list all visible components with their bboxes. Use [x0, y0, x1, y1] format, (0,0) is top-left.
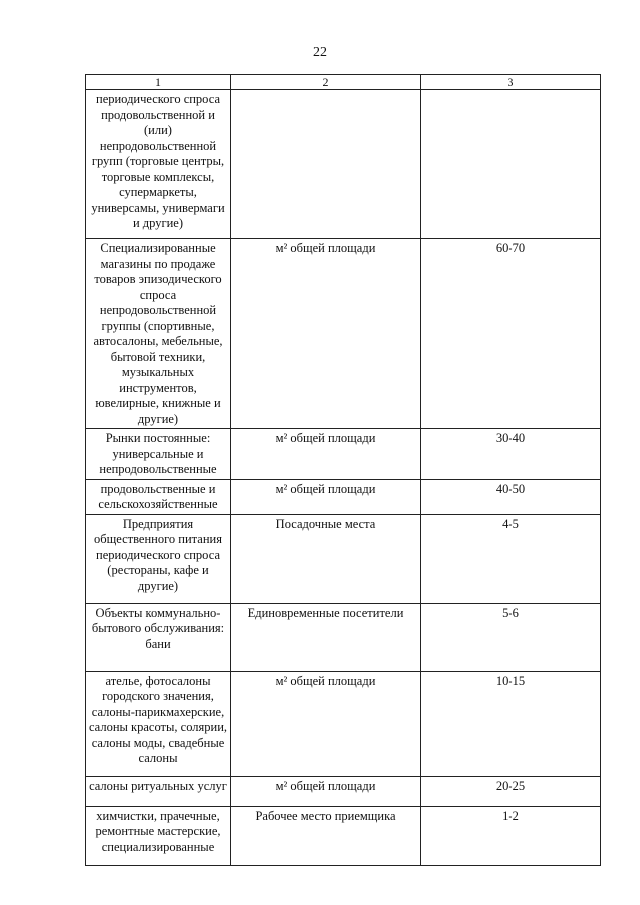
column-header-1: 1 [86, 75, 231, 90]
header-row [86, 75, 601, 90]
table-row [86, 429, 601, 480]
object-type-cell: ателье, фотосалоны городского значения, салоны-парикмахерские, салоны красоты, солярии, салоны моды, свадебные салоны [86, 671, 231, 776]
norm-cell: 10-15 [421, 671, 601, 776]
norm-cell: 1-2 [421, 806, 601, 865]
unit-cell [231, 90, 421, 239]
object-type-cell: продовольственные и сельскохозяйственные [86, 479, 231, 514]
norm-cell: 30-40 [421, 429, 601, 480]
table-row [86, 671, 601, 776]
object-type-cell: салоны ритуальных услуг [86, 776, 231, 806]
object-type-cell: химчистки, прачечные, ремонтные мастерские, специализированные [86, 806, 231, 865]
unit-cell: Рабочее место приемщика [231, 806, 421, 865]
unit-cell: м² общей площади [231, 776, 421, 806]
object-type-cell: периодического спроса продовольственной и (или) непродовольственной групп (торговые центры, торговые комплексы, супермаркеты, универсамы, универмаги и другие) [86, 90, 231, 239]
unit-cell: м² общей площади [231, 429, 421, 480]
table-row [86, 806, 601, 865]
object-type-cell: Специализированные магазины по продаже товаров эпизодического спроса непродовольственной группы (спортивные, автосалоны, мебельные, бытовой техники, музыкальных инструментов, ювелирные, книжные и другие) [86, 239, 231, 429]
unit-cell: м² общей площади [231, 479, 421, 514]
unit-cell: м² общей площади [231, 671, 421, 776]
unit-cell: Посадочные места [231, 514, 421, 603]
table-row [86, 479, 601, 514]
standards-table [85, 74, 601, 866]
table-row [86, 514, 601, 603]
object-type-cell: Предприятия общественного питания периодического спроса (рестораны, кафе и другие) [86, 514, 231, 603]
table-row [86, 776, 601, 806]
norm-cell [421, 90, 601, 239]
unit-cell: м² общей площади [231, 239, 421, 429]
table-row [86, 603, 601, 671]
object-type-cell: Объекты коммунально-бытового обслуживания: бани [86, 603, 231, 671]
table-row [86, 239, 601, 429]
norm-cell: 4-5 [421, 514, 601, 603]
column-header-3: 3 [421, 75, 601, 90]
table-row [86, 90, 601, 239]
column-header-2: 2 [231, 75, 421, 90]
unit-cell: Единовременные посетители [231, 603, 421, 671]
norm-cell: 5-6 [421, 603, 601, 671]
norm-cell: 40-50 [421, 479, 601, 514]
norm-cell: 60-70 [421, 239, 601, 429]
object-type-cell: Рынки постоянные: универсальные и непродовольственные [86, 429, 231, 480]
page-number: 22 [313, 45, 327, 60]
norm-cell: 20-25 [421, 776, 601, 806]
